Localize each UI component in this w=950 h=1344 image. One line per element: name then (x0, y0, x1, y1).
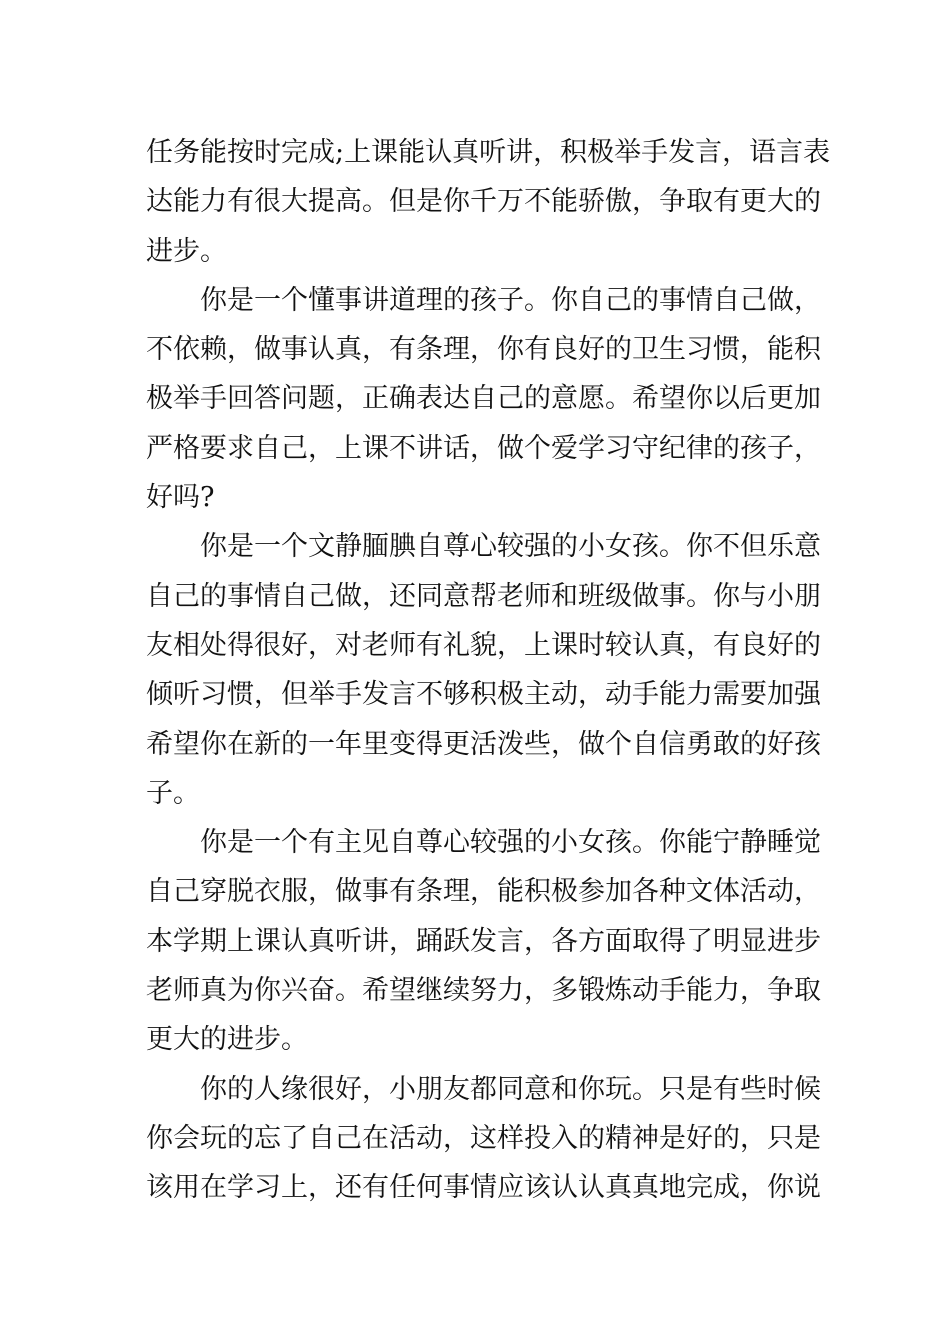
paragraph-line: 本学期上课认真听讲，踊跃发言，各方面取得了明显进步 (146, 925, 821, 957)
paragraph-line: 子。 (146, 777, 200, 809)
paragraph-line: 达能力有很大提高。但是你千万不能骄傲，争取有更大的 (146, 186, 821, 218)
paragraph-line: 自己穿脱衣服，做事有条理，能积极参加各种文体活动， (146, 876, 821, 908)
paragraph-line: 极举手回答问题，正确表达自己的意愿。希望你以后更加 (146, 383, 821, 415)
paragraph-line: 老师真为你兴奋。希望继续努力，多锻炼动手能力，争取 (146, 975, 821, 1007)
paragraph-line: 更大的进步。 (146, 1024, 308, 1056)
paragraph-line: 该用在学习上，还有任何事情应该认认真真地完成，你说 (146, 1172, 821, 1204)
paragraph-line: 友相处得很好，对老师有礼貌，上课时较认真，有良好的 (146, 629, 821, 661)
paragraph-line: 好吗? (146, 482, 215, 514)
paragraph-line: 任务能按时完成;上课能认真听讲，积极举手发言，语言表 (146, 137, 831, 168)
document-body (146, 128, 831, 1213)
paragraph-2 (146, 276, 821, 522)
paragraph-line: 不依赖，做事认真，有条理，你有良好的卫生习惯，能积 (146, 334, 821, 366)
paragraph-3 (146, 522, 821, 818)
paragraph-5 (146, 1065, 821, 1213)
paragraph-line: 你是一个有主见自尊心较强的小女孩。你能宁静睡觉 (200, 827, 821, 859)
paragraph-line: 你是一个文静腼腆自尊心较强的小女孩。你不但乐意 (200, 531, 821, 563)
paragraph-line: 你是一个懂事讲道理的孩子。你自己的事情自己做， (200, 284, 821, 316)
paragraph-line: 你的人缘很好，小朋友都同意和你玩。只是有些时候 (200, 1073, 821, 1105)
paragraph-line: 你会玩的忘了自己在活动，这样投入的精神是好的，只是 (146, 1122, 821, 1154)
paragraph-4 (146, 818, 821, 1064)
paragraph-line: 严格要求自己，上课不讲话，做个爱学习守纪律的孩子， (146, 432, 821, 464)
paragraph-line: 倾听习惯，但举手发言不够积极主动，动手能力需要加强 (146, 679, 821, 711)
paragraph-1 (146, 128, 831, 276)
paragraph-line: 自己的事情自己做，还同意帮老师和班级做事。你与小朋 (146, 580, 821, 612)
paragraph-line: 希望你在新的一年里变得更活泼些，做个自信勇敢的好孩 (146, 728, 821, 760)
paragraph-line: 进步。 (146, 235, 227, 267)
